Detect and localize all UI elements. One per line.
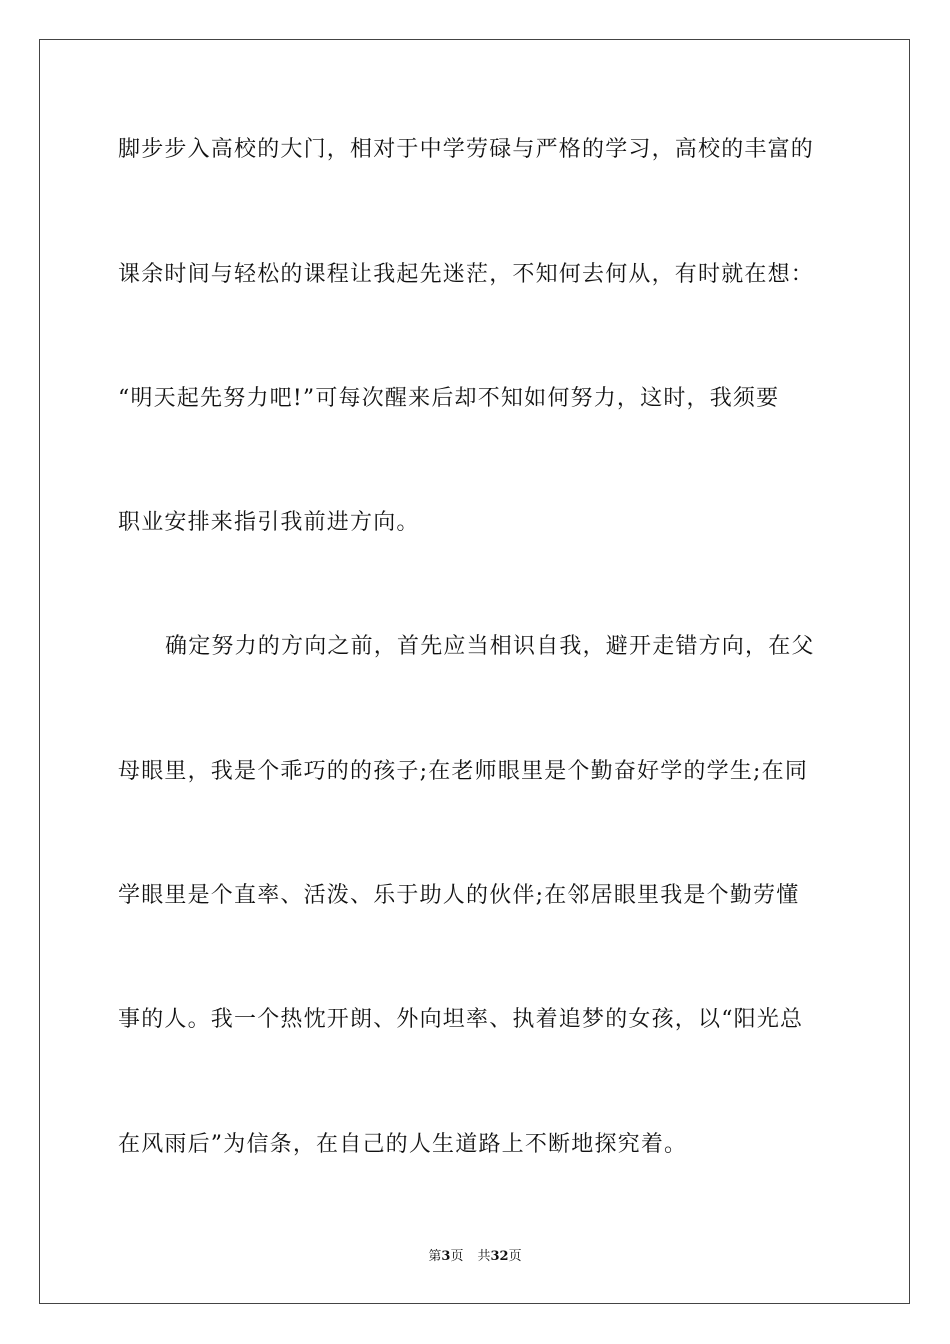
text-line-7: 学眼里是个直率、活泼、乐于助人的伙伴;在邻居眼里我是个勤劳懂 [118, 883, 800, 908]
page-footer [0, 1248, 950, 1266]
total-suffix: 页 [508, 1249, 522, 1264]
text-line-5: 确定努力的方向之前，首先应当相识自我，避开走错方向，在父 [165, 634, 815, 659]
page-border [39, 39, 910, 1304]
total-pages: 32 [490, 1249, 509, 1264]
text-line-4: 职业安排来指引我前进方向。 [118, 510, 420, 535]
page-prefix: 第 [428, 1249, 442, 1264]
text-line-2: 课余时间与轻松的课程让我起先迷茫，不知何去何从，有时就在想： [118, 262, 815, 287]
total-prefix: 共 [477, 1249, 491, 1264]
text-line-3: “明天起先努力吧!”可每次醒来后却不知如何努力，这时，我须要 [118, 386, 780, 411]
text-line-9: 在风雨后”为信条，在自己的人生道路上不断地探究着。 [118, 1132, 688, 1157]
text-line-1: 脚步步入高校的大门，相对于中学劳碌与严格的学习，高校的丰富的 [118, 137, 815, 162]
page-suffix: 页 [450, 1249, 464, 1264]
page-number: 3 [441, 1249, 451, 1264]
text-line-6: 母眼里，我是个乖巧的的孩子;在老师眼里是个勤奋好学的学生;在同 [118, 759, 809, 784]
text-line-8: 事的人。我一个热忱开朗、外向坦率、执着追梦的女孩，以“阳光总 [118, 1007, 804, 1032]
